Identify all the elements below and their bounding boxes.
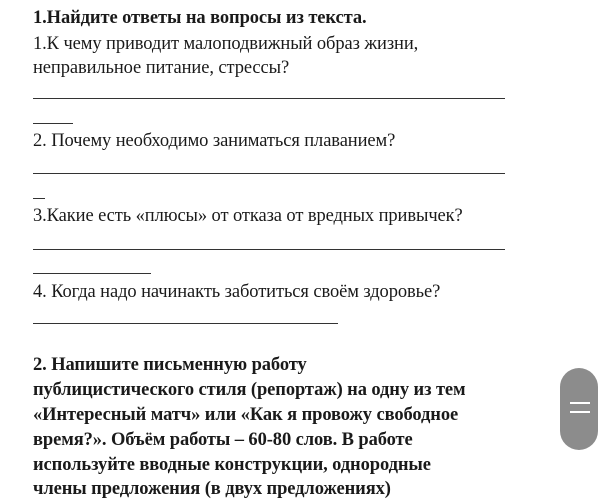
question-2: 2. Почему необходимо заниматься плаванием? [33,131,396,151]
scroll-handle[interactable] [560,368,598,450]
task2-line-5: используйте вводные конструкции, однородные [33,455,431,475]
task2-line-3: «Интересный матч» или «Как я провожу свободное [33,405,459,425]
task2-line-6: члены предложения (в двух предложениях) [33,479,391,499]
question-4: 4. Когда надо начинакть заботиться своём здоровье? [33,282,441,302]
answer-line-1b [33,123,73,124]
answer-line-1a [33,98,505,99]
question-1-line-1: 1.К чему приводит малоподвижный образ жизни, [33,34,419,54]
answer-line-3b [33,273,151,274]
task2-line-4: время?». Объём работы – 60-80 слов. В работе [33,430,413,450]
question-3: 3.Какие есть «плюсы» от отказа от вредных привычек? [33,206,463,226]
answer-line-2a [33,173,505,174]
answer-line-3a [33,249,505,250]
task2-line-1: 2. Напишите письменную работу [33,355,307,375]
task1-heading: 1.Найдите ответы на вопросы из текста. [33,8,367,28]
answer-line-4 [33,323,338,324]
answer-line-2b [33,198,45,199]
question-1-line-2: неправильное питание, стрессы? [33,58,290,78]
task2-line-2: публицистического стиля (репортаж) на одну из тем [33,380,466,400]
